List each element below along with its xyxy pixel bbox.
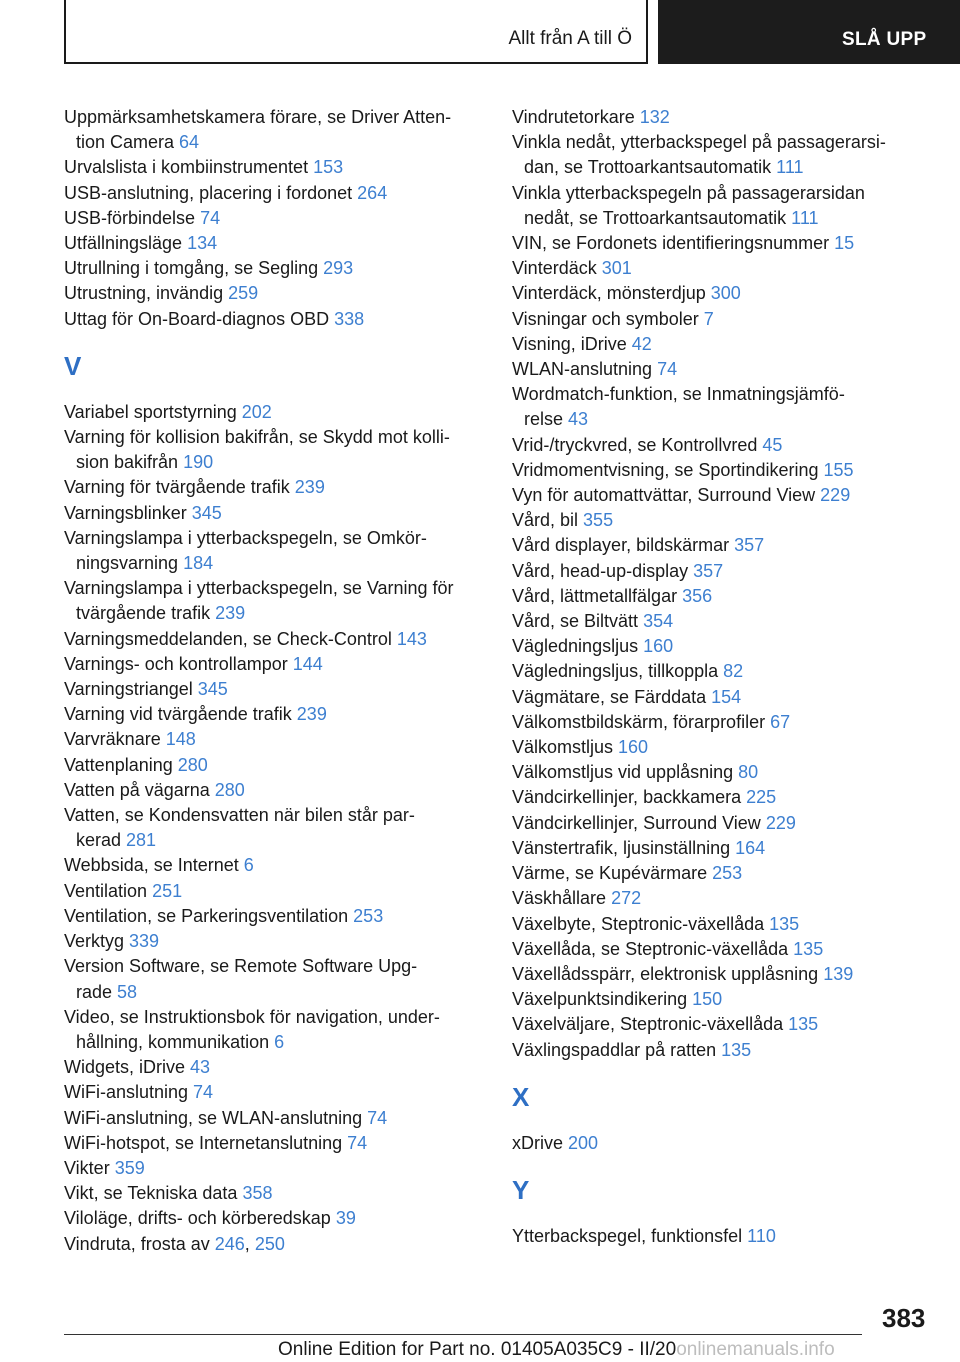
page-reference-link[interactable]: 45 xyxy=(762,434,783,455)
page-reference-link[interactable]: 143 xyxy=(396,628,427,649)
index-entry-text: Varningslampa i ytterbackspegeln, se Varning för tvärgående trafik xyxy=(64,578,454,624)
page-reference-link[interactable]: 339 xyxy=(129,931,160,952)
index-entry: Vindruta, frosta av 246, 250 xyxy=(64,1233,285,1254)
index-entry xyxy=(64,307,484,332)
index-entry xyxy=(64,954,484,1004)
index-entry-text: Varnings- och kontrollampor xyxy=(64,653,293,674)
index-entry xyxy=(64,105,484,155)
index-entry xyxy=(512,281,922,306)
page-reference-link[interactable]: 160 xyxy=(618,737,649,758)
index-entry-text: Vridmomentvisning, se Sportindikering xyxy=(512,459,824,480)
index-entry-text: Ventilation, se Parkeringsventilation xyxy=(64,905,354,926)
index-entry-text: Vinkla ytterbackspegeln på passagerarsidan nedåt, se Trottoarkantsautomatik xyxy=(512,182,865,228)
page-reference-link[interactable]: 111 xyxy=(791,207,819,228)
index-entry xyxy=(512,433,922,458)
index-entry xyxy=(64,929,484,954)
footer-brand: onlinemanuals.info xyxy=(676,1339,835,1360)
index-entry-text: Vägmätare, se Färddata xyxy=(512,686,712,707)
index-entry-text: Väskhållare xyxy=(512,888,612,909)
index-entry-text: xDrive xyxy=(512,1132,569,1153)
index-entry-text: Ventilation xyxy=(64,880,153,901)
index-entry xyxy=(64,753,484,778)
index-entry-text: Välkomstbildskärm, förarprofiler xyxy=(512,711,771,732)
index-entry-text: Vägledningsljus xyxy=(512,636,644,657)
index-entry xyxy=(512,533,922,558)
page-reference-link[interactable]: 200 xyxy=(568,1132,599,1153)
footer xyxy=(278,1339,835,1361)
index-entry-text: Vatten på vägarna xyxy=(64,779,215,800)
index-entry xyxy=(64,652,484,677)
page-reference-link[interactable]: 135 xyxy=(769,913,800,934)
page-reference-link[interactable]: 74 xyxy=(193,1082,214,1103)
index-entry xyxy=(512,256,922,281)
page-number: 383 xyxy=(882,1303,926,1333)
page-reference-link[interactable]: 164 xyxy=(735,837,766,858)
index-entry-text: Varningstriangel xyxy=(64,679,198,700)
page-reference-link[interactable]: 357 xyxy=(693,560,724,581)
index-entry-text: Varning vid tvärgående trafik xyxy=(64,704,297,725)
page-reference-link[interactable]: 7 xyxy=(703,308,714,329)
index-entry-text: WiFi-anslutning, se WLAN-anslutning xyxy=(64,1107,368,1128)
page-reference-link[interactable]: 43 xyxy=(190,1057,211,1078)
page-reference-link[interactable]: 110 xyxy=(747,1225,776,1246)
index-entry-text: Visning, iDrive xyxy=(512,333,632,354)
index-letter-heading: Y xyxy=(512,1174,530,1205)
index-entry-text: Vård, lättmetallfälgar xyxy=(512,585,683,606)
index-entry-text: Uttag för On-Board-diagnos OBD xyxy=(64,308,335,329)
index-entry-text: Verktyg xyxy=(64,931,130,952)
index-entry xyxy=(512,735,922,760)
index-entry-text: Växelväljare, Steptronic-växellåda xyxy=(512,1014,789,1035)
index-entry-text: USB-förbindelse xyxy=(64,207,201,228)
index-entry-text: Webbsida, se Internet xyxy=(64,855,244,876)
index-entry xyxy=(512,584,922,609)
index-column-right xyxy=(512,105,922,1249)
index-entry xyxy=(512,105,922,130)
index-entry xyxy=(512,130,922,180)
index-entry xyxy=(64,526,484,576)
index-entry-text: Växellådsspärr, elektronisk upplåsning xyxy=(512,963,824,984)
index-entry xyxy=(512,912,922,937)
index-entry xyxy=(64,778,484,803)
index-entry xyxy=(64,702,484,727)
index-entry xyxy=(512,861,922,886)
index-entry-text: WLAN-anslutning xyxy=(512,359,658,380)
page-reference-link[interactable]: 259 xyxy=(228,283,259,304)
index-entry-text: Variabel sportstyrning xyxy=(64,401,242,422)
page-reference-link[interactable]: 150 xyxy=(692,989,723,1010)
page-reference-link[interactable]: 239 xyxy=(296,704,327,725)
index-entry xyxy=(512,382,922,432)
index-entry xyxy=(512,685,922,710)
index-entry xyxy=(64,1206,484,1231)
page-reference-link[interactable]: 39 xyxy=(335,1208,356,1229)
page-reference-link[interactable]: 64 xyxy=(179,132,200,153)
index-entry xyxy=(64,206,484,231)
index-entry xyxy=(64,155,484,180)
index-entry-text: Uppmärksamhetskamera förare, se Driver Atten- tion Camera xyxy=(64,107,452,153)
index-entry-text: Välkomstljus xyxy=(512,737,619,758)
index-entry xyxy=(512,357,922,382)
page-reference-link[interactable]: 229 xyxy=(765,812,796,833)
page-reference-link[interactable]: 251 xyxy=(152,880,183,901)
index-entry-text: Vattenplaning xyxy=(64,754,178,775)
index-entry xyxy=(512,1224,922,1249)
page-reference-link[interactable]: 6 xyxy=(243,855,254,876)
header-tab-label: SLÅ UPP xyxy=(842,29,927,50)
index-entry xyxy=(512,609,922,634)
index-entry xyxy=(64,904,484,929)
index-entry-text: Vatten, se Kondensvatten när bilen står par- kerad xyxy=(64,805,415,851)
index-entry xyxy=(512,785,922,810)
page-reference-link[interactable]: 58 xyxy=(117,981,138,1002)
index-entry-text: Vinkla nedåt, ytterbackspegel på passagerarsi- dan, se Trottoarkantsautomatik xyxy=(512,132,886,178)
page-reference-link[interactable]: 134 xyxy=(187,233,218,254)
index-entry-text: Vård displayer, bildskärmar xyxy=(512,535,735,556)
index-entry-text: Viloläge, drifts- och körberedskap xyxy=(64,1208,336,1229)
index-entry xyxy=(512,458,922,483)
index-entry xyxy=(512,634,922,659)
index-entry xyxy=(512,508,922,533)
index-entry xyxy=(512,987,922,1012)
index-entry xyxy=(64,231,484,256)
index-entry xyxy=(64,1106,484,1131)
index-entry xyxy=(64,1181,484,1206)
index-entry xyxy=(64,1005,484,1055)
page-reference-link[interactable]: 6 xyxy=(274,1031,285,1052)
index-entry-text: Växlingspaddlar på ratten xyxy=(512,1039,722,1060)
page-reference-link[interactable]: 202 xyxy=(241,401,272,422)
index-entry-text: WiFi-hotspot, se Internetanslutning xyxy=(64,1132,348,1153)
index-entry-text: Vinterdäck xyxy=(512,258,602,279)
index-entry xyxy=(64,281,484,306)
index-entry-text: Varning för kollision bakifrån, se Skydd mot kolli- sion bakifrån xyxy=(64,427,450,473)
index-entry xyxy=(512,231,922,256)
index-entry xyxy=(64,181,484,206)
page-reference-link[interactable]: 250 xyxy=(254,1233,285,1254)
footer-edition: Online Edition for Part no. 01405A035C9 - II/20 xyxy=(278,1339,677,1360)
page-reference-link[interactable]: 80 xyxy=(738,762,759,783)
index-entry-text: Värme, se Kupévärmare xyxy=(512,863,713,884)
index-entry-text: Vård, se Biltvätt xyxy=(512,611,644,632)
index-entry xyxy=(64,1131,484,1156)
index-entry-text: Urvalslista i kombiinstrumentet xyxy=(64,157,314,178)
index-entry-text: Version Software, se Remote Software Upg- rade xyxy=(64,956,418,1002)
index-entry-text: Vrid-/tryckvred, se Kontrollvred xyxy=(512,434,763,455)
page-reference-link[interactable]: 135 xyxy=(721,1039,752,1060)
page-reference-link[interactable]: 74 xyxy=(200,207,221,228)
page-reference-link[interactable]: 42 xyxy=(631,333,652,354)
page-reference-link[interactable]: 82 xyxy=(723,661,744,682)
index-entry xyxy=(512,483,922,508)
index-entry-text: Vänstertrafik, ljusinställning xyxy=(512,837,736,858)
page-reference-link[interactable]: 148 xyxy=(165,729,196,750)
index-entry xyxy=(64,1055,484,1080)
index-letter-heading: V xyxy=(64,350,82,381)
index-entry-text: Vikt, se Tekniska data xyxy=(64,1183,243,1204)
page-reference-link[interactable]: 338 xyxy=(334,308,365,329)
page-reference-link[interactable]: 43 xyxy=(568,409,589,430)
index-entry xyxy=(512,886,922,911)
page-reference-link[interactable]: 293 xyxy=(323,258,354,279)
index-entry xyxy=(512,937,922,962)
index-entry-text: Växelbyte, Steptronic-växellåda xyxy=(512,913,770,934)
page-reference-link[interactable]: 253 xyxy=(712,863,743,884)
footer-divider xyxy=(64,1334,862,1335)
index-entry xyxy=(64,501,484,526)
index-entry xyxy=(64,475,484,500)
index-entry xyxy=(64,677,484,702)
index-entry-text: Växellåda, se Steptronic-växellåda xyxy=(512,938,794,959)
index-entry-text: Utfällningsläge xyxy=(64,233,188,254)
index-entry-text: Vård, bil xyxy=(512,510,584,531)
index-entry xyxy=(64,627,484,652)
index-entry-text: WiFi-anslutning xyxy=(64,1082,194,1103)
page-reference-link[interactable]: 160 xyxy=(643,636,674,657)
index-entry xyxy=(512,760,922,785)
index-entry xyxy=(512,307,922,332)
index-entry xyxy=(512,811,922,836)
index-entry xyxy=(64,256,484,281)
page-reference-link[interactable]: 280 xyxy=(214,779,245,800)
index-letter-heading: X xyxy=(512,1081,530,1112)
page-reference-link[interactable]: 358 xyxy=(242,1183,273,1204)
index-entry xyxy=(64,1156,484,1181)
page-reference-link[interactable]: 345 xyxy=(191,502,222,523)
index-entry-text: Utrullning i tomgång, se Segling xyxy=(64,258,324,279)
page-reference-link[interactable]: 301 xyxy=(601,258,632,279)
page-reference-link[interactable]: 155 xyxy=(823,459,854,480)
index-entry-text: Varningslampa i ytterbackspegeln, se Omkör- ningsvarning xyxy=(64,527,427,574)
page-reference-link[interactable]: 139 xyxy=(823,963,854,984)
page-reference-link[interactable]: 153 xyxy=(313,157,344,178)
index-entry-text: Utrustning, invändig xyxy=(64,283,229,304)
page-reference-link[interactable]: 225 xyxy=(746,787,777,808)
index-entry-text: Varningsblinker xyxy=(64,502,192,523)
page-reference-link[interactable]: 355 xyxy=(583,510,614,531)
page-reference-link[interactable]: 246 xyxy=(214,1233,245,1254)
index-entry xyxy=(64,803,484,853)
index-entry xyxy=(512,710,922,735)
index-entry xyxy=(64,853,484,878)
index-entry-text: Vändcirkellinjer, backkamera xyxy=(512,787,747,808)
page-reference-link[interactable]: 253 xyxy=(353,905,384,926)
page-reference-link[interactable]: 135 xyxy=(788,1014,819,1035)
index-entry xyxy=(512,836,922,861)
index-entry xyxy=(64,425,484,475)
index-entry-text: Vindruta, frosta av xyxy=(64,1233,215,1254)
index-entry xyxy=(512,1131,922,1156)
index-entry-text: Vyn för automattvättar, Surround View xyxy=(512,485,821,506)
index-entry xyxy=(64,576,484,626)
page-reference-link[interactable]: 272 xyxy=(611,888,642,909)
index-entry xyxy=(64,727,484,752)
page-reference-link[interactable]: 264 xyxy=(357,182,388,203)
page-reference-link[interactable]: 184 xyxy=(183,553,214,574)
index-entry-text: Vikter xyxy=(64,1157,115,1178)
index-entry-text: Vård, head-up-display xyxy=(512,560,694,581)
index-entry-text: Vägledningsljus, tillkoppla xyxy=(512,661,724,682)
page-reference-link[interactable]: 357 xyxy=(734,535,765,556)
index-entry-text: Widgets, iDrive xyxy=(64,1057,191,1078)
index-entry xyxy=(64,879,484,904)
index-entry xyxy=(512,659,922,684)
index-entry xyxy=(512,559,922,584)
index-entry-text: Video, se Instruktionsbok för navigation, under- hållning, kommunikation xyxy=(64,1006,440,1052)
page-reference-link[interactable]: 190 xyxy=(183,452,214,473)
index-entry-text: VIN, se Fordonets identifieringsnummer xyxy=(512,233,835,254)
page-reference-link[interactable]: 356 xyxy=(682,585,713,606)
page-reference-link[interactable]: 74 xyxy=(657,359,678,380)
page-reference-link[interactable]: 354 xyxy=(643,611,674,632)
index-entry-text: Ytterbackspegel, funktionsfel xyxy=(512,1225,748,1246)
page-reference-link[interactable]: 281 xyxy=(126,830,157,851)
page-reference-link[interactable]: 359 xyxy=(114,1157,145,1178)
index-entry-text: Varningsmeddelanden, se Check-Control xyxy=(64,628,397,649)
page-reference-link[interactable]: 135 xyxy=(793,938,824,959)
page-reference-link[interactable]: 229 xyxy=(820,485,851,506)
index-entry-text: Vinterdäck, mönsterdjup xyxy=(512,283,711,304)
index-entry-text: Wordmatch-funktion, se Inmatningsjämfö- relse xyxy=(512,384,845,430)
page-reference-link[interactable]: 300 xyxy=(710,283,741,304)
header-title-box xyxy=(64,0,648,64)
index-entry-text: USB-anslutning, placering i fordonet xyxy=(64,182,358,203)
page-reference-link[interactable]: 111 xyxy=(776,157,804,178)
header-tab-lookup[interactable] xyxy=(658,0,960,64)
page-reference-link[interactable]: 345 xyxy=(197,679,228,700)
index-entry xyxy=(64,400,484,425)
index-entry-text: Varning för tvärgående trafik xyxy=(64,477,295,498)
page-reference-link[interactable]: 144 xyxy=(292,653,323,674)
index-column-left xyxy=(64,105,484,1257)
page-reference-link[interactable]: 239 xyxy=(294,477,325,498)
page-reference-link[interactable]: 154 xyxy=(711,686,742,707)
index-entry-text: Vindrutetorkare xyxy=(512,107,640,127)
page-reference-link[interactable]: 15 xyxy=(834,233,855,254)
index-entry xyxy=(512,1038,922,1063)
page-reference-link[interactable]: 132 xyxy=(639,107,670,127)
index-entry-text: Visningar och symboler xyxy=(512,308,704,329)
page-reference-link[interactable]: 239 xyxy=(215,603,246,624)
index-entry-text: Varvräknare xyxy=(64,729,166,750)
index-entry xyxy=(512,1012,922,1037)
index-entry xyxy=(512,332,922,357)
page-reference-link[interactable]: 74 xyxy=(367,1107,388,1128)
page-reference-link[interactable]: 280 xyxy=(177,754,208,775)
index-entry-text: Vändcirkellinjer, Surround View xyxy=(512,812,766,833)
index-entry xyxy=(512,962,922,987)
index-entry-text: Välkomstljus vid upplåsning xyxy=(512,762,739,783)
page-reference-link[interactable]: 67 xyxy=(770,711,791,732)
page-reference-link[interactable]: 74 xyxy=(347,1132,368,1153)
header-title: Allt från A till Ö xyxy=(508,28,632,49)
index-entry xyxy=(512,181,922,231)
index-entry xyxy=(64,1080,484,1105)
index-entry-text: Växelpunktsindikering xyxy=(512,989,693,1010)
